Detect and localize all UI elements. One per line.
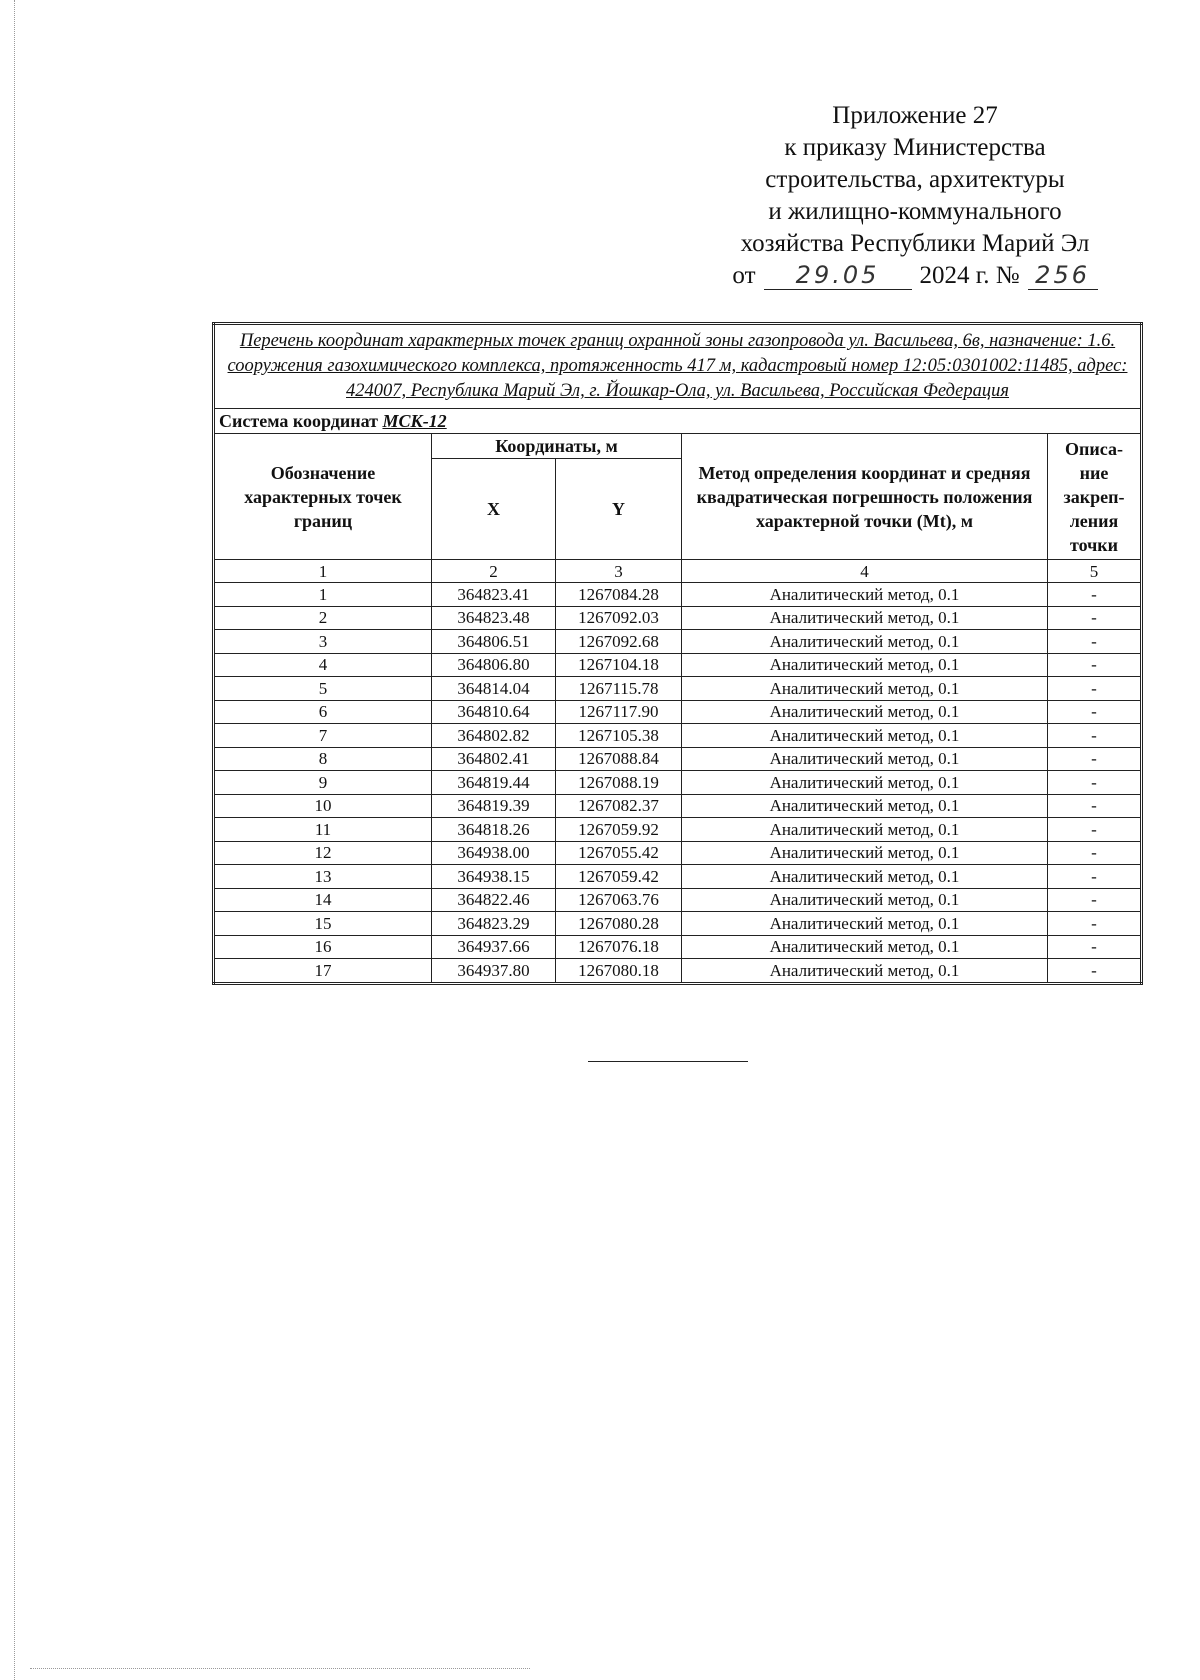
column-number: 5 [1048, 560, 1142, 583]
cell-description: - [1048, 677, 1142, 701]
table-row [214, 747, 1142, 771]
end-rule-divider [588, 1061, 748, 1062]
cell-y: 1267092.68 [556, 630, 682, 654]
cell-description: - [1048, 935, 1142, 959]
cell-y: 1267059.92 [556, 818, 682, 842]
table-row [214, 818, 1142, 842]
cell-point-number: 4 [214, 653, 432, 677]
table-row [214, 724, 1142, 748]
cell-x: 364802.82 [432, 724, 556, 748]
cell-method: Аналитический метод, 0.1 [682, 700, 1048, 724]
coordinate-system-value: МСК-12 [382, 411, 447, 431]
cell-method: Аналитический метод, 0.1 [682, 865, 1048, 889]
cell-x: 364810.64 [432, 700, 556, 724]
cell-x: 364822.46 [432, 888, 556, 912]
column-number-row [214, 560, 1142, 583]
coordinate-system-label: Система координат [219, 411, 378, 431]
cell-method: Аналитический метод, 0.1 [682, 630, 1048, 654]
cell-x: 364819.44 [432, 771, 556, 795]
table-row [214, 606, 1142, 630]
appendix-header [700, 100, 1130, 292]
table-row [214, 653, 1142, 677]
cell-point-number: 16 [214, 935, 432, 959]
cell-description: - [1048, 630, 1142, 654]
cell-y: 1267076.18 [556, 935, 682, 959]
cell-x: 364823.29 [432, 912, 556, 936]
cell-x: 364823.41 [432, 583, 556, 607]
cell-y: 1267092.03 [556, 606, 682, 630]
cell-y: 1267084.28 [556, 583, 682, 607]
cell-y: 1267080.18 [556, 959, 682, 984]
header-coordinates: Координаты, м [432, 434, 682, 459]
cell-method: Аналитический метод, 0.1 [682, 888, 1048, 912]
cell-y: 1267088.84 [556, 747, 682, 771]
cell-point-number: 5 [214, 677, 432, 701]
cell-x: 364806.51 [432, 630, 556, 654]
cell-x: 364802.41 [432, 747, 556, 771]
appendix-line-2: к приказу Министерства [784, 134, 1046, 161]
table-row [214, 888, 1142, 912]
appendix-line-4: и жилищно-коммунального [768, 198, 1062, 225]
cell-method: Аналитический метод, 0.1 [682, 677, 1048, 701]
cell-description: - [1048, 747, 1142, 771]
order-date-line [700, 260, 1130, 292]
cell-y: 1267115.78 [556, 677, 682, 701]
table-row [214, 935, 1142, 959]
table-row [214, 630, 1142, 654]
cell-description: - [1048, 794, 1142, 818]
cell-point-number: 3 [214, 630, 432, 654]
cell-y: 1267055.42 [556, 841, 682, 865]
table-row [214, 771, 1142, 795]
header-y: Y [556, 459, 682, 560]
header-description: Описа-ние закреп-ления точки [1048, 434, 1142, 560]
cell-point-number: 2 [214, 606, 432, 630]
cell-y: 1267082.37 [556, 794, 682, 818]
cell-description: - [1048, 865, 1142, 889]
table-row [214, 583, 1142, 607]
cell-method: Аналитический метод, 0.1 [682, 606, 1048, 630]
table-row [214, 912, 1142, 936]
cell-point-number: 13 [214, 865, 432, 889]
cell-x: 364819.39 [432, 794, 556, 818]
cell-description: - [1048, 959, 1142, 984]
column-number: 3 [556, 560, 682, 583]
cell-description: - [1048, 912, 1142, 936]
cell-x: 364937.66 [432, 935, 556, 959]
cell-description: - [1048, 606, 1142, 630]
cell-x: 364938.00 [432, 841, 556, 865]
table-title-row [214, 324, 1142, 409]
cell-point-number: 14 [214, 888, 432, 912]
table-row [214, 677, 1142, 701]
column-number: 4 [682, 560, 1048, 583]
date-prefix: от [732, 262, 756, 289]
cell-x: 364823.48 [432, 606, 556, 630]
scan-edge-bottom [30, 1668, 530, 1669]
cell-method: Аналитический метод, 0.1 [682, 935, 1048, 959]
cell-method: Аналитический метод, 0.1 [682, 747, 1048, 771]
year-text: 2024 г. № [919, 262, 1020, 289]
cell-x: 364818.26 [432, 818, 556, 842]
cell-point-number: 6 [214, 700, 432, 724]
cell-method: Аналитический метод, 0.1 [682, 912, 1048, 936]
coordinate-system [214, 409, 1142, 434]
handwritten-date: 29.05 [764, 261, 912, 290]
cell-description: - [1048, 888, 1142, 912]
cell-method: Аналитический метод, 0.1 [682, 724, 1048, 748]
cell-description: - [1048, 771, 1142, 795]
table-row [214, 841, 1142, 865]
cell-y: 1267105.38 [556, 724, 682, 748]
column-number: 2 [432, 560, 556, 583]
cell-point-number: 17 [214, 959, 432, 984]
coordinates-table [212, 322, 1143, 985]
cell-description: - [1048, 700, 1142, 724]
scan-edge-left [14, 0, 15, 1680]
cell-point-number: 15 [214, 912, 432, 936]
cell-description: - [1048, 653, 1142, 677]
cell-y: 1267059.42 [556, 865, 682, 889]
cell-method: Аналитический метод, 0.1 [682, 841, 1048, 865]
cell-method: Аналитический метод, 0.1 [682, 653, 1048, 677]
cell-description: - [1048, 724, 1142, 748]
cell-point-number: 12 [214, 841, 432, 865]
table-row [214, 700, 1142, 724]
cell-method: Аналитический метод, 0.1 [682, 583, 1048, 607]
cell-method: Аналитический метод, 0.1 [682, 818, 1048, 842]
cell-point-number: 8 [214, 747, 432, 771]
appendix-line-1: Приложение 27 [832, 102, 998, 129]
table-row [214, 959, 1142, 984]
table-title: Перечень координат характерных точек границ охранной зоны газопровода ул. Васильева, 6в, назначение: 1.6. сооружения газохимического комплекса, протяженность 417 м, кадастровый номер 12:05:0301002:11485, адрес: 424007, Республика Марий Эл, г. Йошкар-Ола, ул. Васильева, Российская Федерация [214, 324, 1142, 409]
table-row [214, 794, 1142, 818]
coordinate-system-row [214, 409, 1142, 434]
appendix-line-3: строительства, архитектуры [765, 166, 1065, 193]
cell-x: 364814.04 [432, 677, 556, 701]
cell-y: 1267080.28 [556, 912, 682, 936]
cell-x: 364806.80 [432, 653, 556, 677]
cell-description: - [1048, 583, 1142, 607]
cell-method: Аналитический метод, 0.1 [682, 771, 1048, 795]
cell-method: Аналитический метод, 0.1 [682, 794, 1048, 818]
cell-point-number: 1 [214, 583, 432, 607]
handwritten-order-number: 256 [1028, 261, 1098, 290]
cell-y: 1267063.76 [556, 888, 682, 912]
column-number: 1 [214, 560, 432, 583]
cell-point-number: 11 [214, 818, 432, 842]
header-x: X [432, 459, 556, 560]
header-point-designation: Обозначение характерных точек границ [214, 434, 432, 560]
cell-description: - [1048, 818, 1142, 842]
cell-y: 1267104.18 [556, 653, 682, 677]
header-row-1 [214, 434, 1142, 459]
cell-point-number: 9 [214, 771, 432, 795]
cell-x: 364937.80 [432, 959, 556, 984]
table-row [214, 865, 1142, 889]
cell-y: 1267117.90 [556, 700, 682, 724]
cell-x: 364938.15 [432, 865, 556, 889]
header-method: Метод определения координат и средняя квадратическая погрешность положения характерной точки (Mt), м [682, 434, 1048, 560]
cell-method: Аналитический метод, 0.1 [682, 959, 1048, 984]
cell-point-number: 10 [214, 794, 432, 818]
cell-description: - [1048, 841, 1142, 865]
cell-point-number: 7 [214, 724, 432, 748]
appendix-line-5: хозяйства Республики Марий Эл [740, 230, 1090, 257]
cell-y: 1267088.19 [556, 771, 682, 795]
